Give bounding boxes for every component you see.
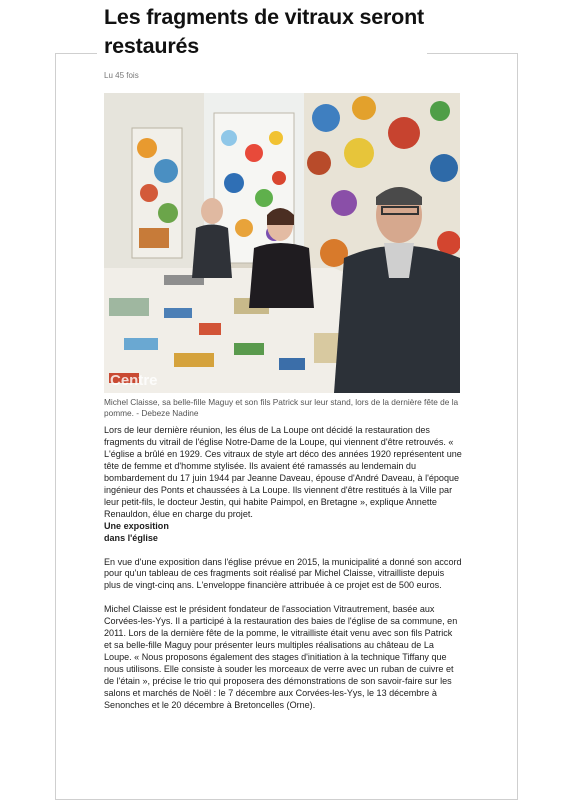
article-title: Les fragments de vitraux seront restaurés (104, 5, 424, 58)
subheading-line-1: Une exposition (104, 520, 169, 531)
paragraph-1: Lors de leur dernière réunion, les élus de La Loupe ont décidé la restauration des fragments du vitrail de l'église Notre-Dame de la Loupe, qui viennent d'être retrouvés. « L'église a brûlé en 1929. Ces vitraux de style art déco des années 1920 représentent une tête de femme et d'homme stylisée. Ils avaient été ramassés au lendemain du bombardement du 17 juin 1944 par Jeanne Daveau, épouse d'André Daveau, à l'époque ingénieur des Ponts et chaussées à La Loupe. Ils viennent d'être restitués à la Ville par leur petit-fils, le docteur Jestin, qui habite Paimpol, en Bretagne », explique Annette Renauldon, élue en charge du projet. (104, 425, 462, 519)
article-photo (104, 93, 460, 393)
article-body (104, 425, 462, 712)
subheading-line-2: dans l'église (104, 532, 158, 543)
paragraph-3: Michel Claisse est le président fondateur de l'association Vitrautrement, basée aux Corvées-les-Yys. Il a participé à la restauration des baies de l'église de sa commune, en 2011. Lors de la dernière fête de la pomme, le vitrailliste était venu avec son fils Patrick et sa belle-fille Maguy pour présenter leurs multiples réalisations au château de La Loupe. « Nous proposons également des stages d'initiation à la technique Tiffany que nous utilisons. Elle consiste à souder les morceaux de verre avec un ruban de cuivre et de l'étain », précise le trio qui proposera des démonstrations de son savoir-faire sur les salons et marchés de Noël : le 7 décembre aux Corvées-les-Yys, le 13 décembre à Senonches et le 20 décembre à Bretoncelles (Orne). (104, 604, 458, 711)
stained-glass-window-left (132, 128, 182, 258)
paragraph-2: En vue d'une exposition dans l'église prévue en 2015, la municipalité a donné son accord pour qu'un tableau de ces fragments soit réalisé par Michel Claisse, vitrailliste depuis plus de vingt-cinq ans. L'enveloppe financière attribuée à ce projet est de 500 euros. (104, 556, 462, 591)
view-count: Lu 45 fois (104, 71, 139, 80)
photo-caption: Michel Claisse, sa belle-fille Maguy et son fils Patrick sur leur stand, lors de la dernière fête de la pomme. - Debeze Nadine (104, 397, 459, 418)
photo-watermark: Centre (110, 372, 158, 389)
